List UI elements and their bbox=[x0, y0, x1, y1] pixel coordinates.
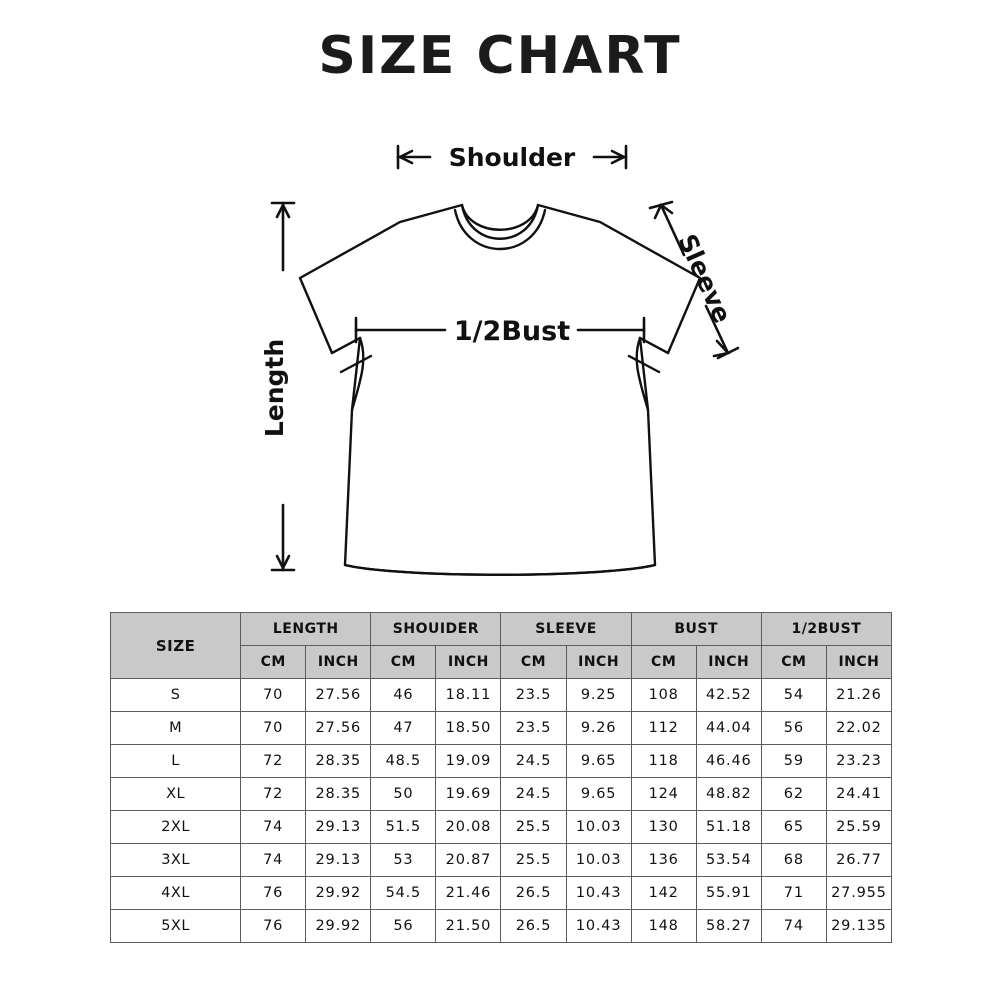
page-title: SIZE CHART bbox=[318, 26, 682, 86]
cell: 24.41 bbox=[826, 778, 891, 811]
header-bust: BUST bbox=[631, 613, 761, 646]
sleeve-label: Sleeve bbox=[672, 229, 738, 328]
header-sleeve: SLEEVE bbox=[501, 613, 631, 646]
row-size: 3XL bbox=[111, 844, 241, 877]
cell: 70 bbox=[241, 679, 306, 712]
cell: 26.5 bbox=[501, 910, 566, 943]
length-label: Length bbox=[260, 338, 289, 438]
cell: 51.18 bbox=[696, 811, 761, 844]
cell: 25.59 bbox=[826, 811, 891, 844]
cell: 23.23 bbox=[826, 745, 891, 778]
row-size: M bbox=[111, 712, 241, 745]
cell: 9.25 bbox=[566, 679, 631, 712]
table-row bbox=[111, 877, 892, 910]
cell: 48.82 bbox=[696, 778, 761, 811]
unit-header: CM bbox=[631, 646, 696, 679]
cell: 24.5 bbox=[501, 745, 566, 778]
cell: 9.65 bbox=[566, 778, 631, 811]
cell: 54 bbox=[761, 679, 826, 712]
row-size: L bbox=[111, 745, 241, 778]
cell: 47 bbox=[371, 712, 436, 745]
table-row bbox=[111, 679, 892, 712]
table-row bbox=[111, 712, 892, 745]
cell: 27.955 bbox=[826, 877, 891, 910]
unit-header: INCH bbox=[696, 646, 761, 679]
cell: 142 bbox=[631, 877, 696, 910]
row-size: 2XL bbox=[111, 811, 241, 844]
cell: 23.5 bbox=[501, 679, 566, 712]
row-size: 5XL bbox=[111, 910, 241, 943]
cell: 21.26 bbox=[826, 679, 891, 712]
cell: 28.35 bbox=[306, 745, 371, 778]
cell: 118 bbox=[631, 745, 696, 778]
cell: 18.11 bbox=[436, 679, 501, 712]
row-size: 4XL bbox=[111, 877, 241, 910]
unit-header: CM bbox=[501, 646, 566, 679]
cell: 130 bbox=[631, 811, 696, 844]
size-chart-table-container bbox=[110, 612, 892, 943]
cell: 54.5 bbox=[371, 877, 436, 910]
cell: 51.5 bbox=[371, 811, 436, 844]
cell: 29.135 bbox=[826, 910, 891, 943]
cell: 23.5 bbox=[501, 712, 566, 745]
unit-header: INCH bbox=[566, 646, 631, 679]
cell: 10.03 bbox=[566, 844, 631, 877]
cell: 9.65 bbox=[566, 745, 631, 778]
cell: 21.50 bbox=[436, 910, 501, 943]
cell: 65 bbox=[761, 811, 826, 844]
cell: 28.35 bbox=[306, 778, 371, 811]
cell: 56 bbox=[371, 910, 436, 943]
cell: 26.5 bbox=[501, 877, 566, 910]
header-size: SIZE bbox=[111, 613, 241, 679]
cell: 46 bbox=[371, 679, 436, 712]
cell: 18.50 bbox=[436, 712, 501, 745]
shoulder-label: Shoulder bbox=[448, 143, 576, 172]
cell: 25.5 bbox=[501, 811, 566, 844]
cell: 10.03 bbox=[566, 811, 631, 844]
cell: 26.77 bbox=[826, 844, 891, 877]
table-header bbox=[111, 613, 892, 679]
cell: 76 bbox=[241, 910, 306, 943]
tshirt-measurement-diagram bbox=[0, 110, 1000, 610]
cell: 71 bbox=[761, 877, 826, 910]
cell: 19.69 bbox=[436, 778, 501, 811]
unit-header: CM bbox=[241, 646, 306, 679]
cell: 42.52 bbox=[696, 679, 761, 712]
cell: 19.09 bbox=[436, 745, 501, 778]
cell: 74 bbox=[241, 844, 306, 877]
header-shoulder: SHOUIDER bbox=[371, 613, 501, 646]
cell: 27.56 bbox=[306, 712, 371, 745]
cell: 9.26 bbox=[566, 712, 631, 745]
cell: 25.5 bbox=[501, 844, 566, 877]
cell: 22.02 bbox=[826, 712, 891, 745]
row-size: XL bbox=[111, 778, 241, 811]
row-size: S bbox=[111, 679, 241, 712]
cell: 70 bbox=[241, 712, 306, 745]
cell: 108 bbox=[631, 679, 696, 712]
cell: 29.13 bbox=[306, 811, 371, 844]
header-half-bust: 1/2BUST bbox=[761, 613, 891, 646]
cell: 29.92 bbox=[306, 877, 371, 910]
cell: 29.92 bbox=[306, 910, 371, 943]
cell: 24.5 bbox=[501, 778, 566, 811]
cell: 20.87 bbox=[436, 844, 501, 877]
table-row bbox=[111, 910, 892, 943]
cell: 29.13 bbox=[306, 844, 371, 877]
cell: 27.56 bbox=[306, 679, 371, 712]
cell: 21.46 bbox=[436, 877, 501, 910]
cell: 48.5 bbox=[371, 745, 436, 778]
cell: 72 bbox=[241, 778, 306, 811]
cell: 55.91 bbox=[696, 877, 761, 910]
unit-header: CM bbox=[371, 646, 436, 679]
cell: 20.08 bbox=[436, 811, 501, 844]
cell: 124 bbox=[631, 778, 696, 811]
cell: 44.04 bbox=[696, 712, 761, 745]
cell: 53 bbox=[371, 844, 436, 877]
cell: 53.54 bbox=[696, 844, 761, 877]
half-bust-label: 1/2Bust bbox=[453, 316, 571, 347]
cell: 76 bbox=[241, 877, 306, 910]
table-body bbox=[111, 679, 892, 943]
unit-header: CM bbox=[761, 646, 826, 679]
cell: 58.27 bbox=[696, 910, 761, 943]
table-row bbox=[111, 745, 892, 778]
cell: 74 bbox=[241, 811, 306, 844]
cell: 74 bbox=[761, 910, 826, 943]
header-length: LENGTH bbox=[241, 613, 371, 646]
cell: 112 bbox=[631, 712, 696, 745]
unit-header: INCH bbox=[436, 646, 501, 679]
cell: 10.43 bbox=[566, 877, 631, 910]
cell: 50 bbox=[371, 778, 436, 811]
table-group-header-row bbox=[111, 613, 892, 646]
size-chart-table bbox=[110, 612, 892, 943]
cell: 68 bbox=[761, 844, 826, 877]
table-row bbox=[111, 778, 892, 811]
cell: 136 bbox=[631, 844, 696, 877]
cell: 148 bbox=[631, 910, 696, 943]
unit-header: INCH bbox=[306, 646, 371, 679]
cell: 72 bbox=[241, 745, 306, 778]
cell: 46.46 bbox=[696, 745, 761, 778]
cell: 56 bbox=[761, 712, 826, 745]
cell: 10.43 bbox=[566, 910, 631, 943]
cell: 59 bbox=[761, 745, 826, 778]
unit-header: INCH bbox=[826, 646, 891, 679]
table-row bbox=[111, 844, 892, 877]
cell: 62 bbox=[761, 778, 826, 811]
table-row bbox=[111, 811, 892, 844]
